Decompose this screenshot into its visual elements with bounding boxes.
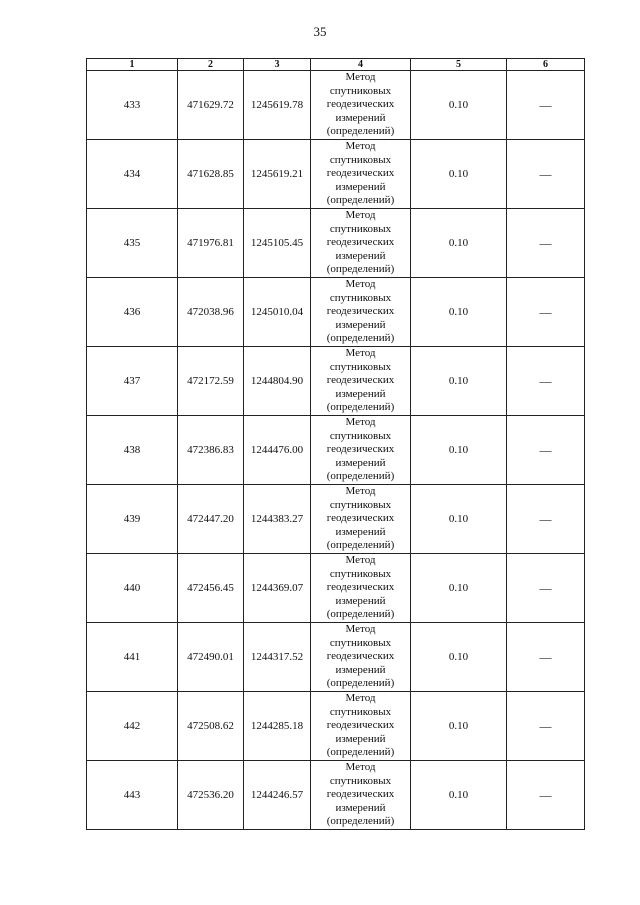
method-text-line: измерений bbox=[335, 801, 386, 814]
point-number-cell: 439 bbox=[87, 485, 178, 554]
point-number-cell: 441 bbox=[87, 623, 178, 692]
accuracy-cell: 0.10 bbox=[411, 347, 507, 416]
accuracy-cell: 0.10 bbox=[411, 554, 507, 623]
method-text-line: геодезических bbox=[326, 305, 395, 318]
x-coordinate-cell: 472490.01 bbox=[178, 623, 244, 692]
method-text-line: Метод bbox=[345, 485, 376, 498]
column-header-2: 2 bbox=[178, 59, 244, 71]
x-coordinate-cell: 471629.72 bbox=[178, 71, 244, 140]
note-cell: — bbox=[507, 692, 585, 761]
method-text-line: геодезических bbox=[326, 788, 395, 801]
point-number-cell: 437 bbox=[87, 347, 178, 416]
method-text-line: спутниковых bbox=[329, 774, 392, 787]
y-coordinate-cell: 1245619.21 bbox=[244, 140, 311, 209]
page-number: 35 bbox=[313, 24, 327, 39]
y-coordinate-cell: 1245105.45 bbox=[244, 209, 311, 278]
method-cell bbox=[311, 692, 411, 761]
note-cell: — bbox=[507, 209, 585, 278]
method-text-line: Метод bbox=[345, 278, 376, 291]
method-text-line: Метод bbox=[345, 554, 376, 567]
method-text-line: измерений bbox=[335, 663, 386, 676]
method-text-line: измерений bbox=[335, 456, 386, 469]
x-coordinate-cell: 472508.62 bbox=[178, 692, 244, 761]
method-text-line: (определений) bbox=[326, 194, 395, 207]
point-number-cell: 442 bbox=[87, 692, 178, 761]
x-coordinate-cell: 472456.45 bbox=[178, 554, 244, 623]
table-row bbox=[87, 554, 585, 623]
method-text-line: геодезических bbox=[326, 167, 395, 180]
method-cell bbox=[311, 623, 411, 692]
point-number-cell: 433 bbox=[87, 71, 178, 140]
method-cell bbox=[311, 71, 411, 140]
method-text-line: измерений bbox=[335, 525, 386, 538]
accuracy-cell: 0.10 bbox=[411, 692, 507, 761]
method-text-line: Метод bbox=[345, 761, 376, 774]
column-header-3: 3 bbox=[244, 59, 311, 71]
method-text-line: спутниковых bbox=[329, 498, 392, 511]
accuracy-cell: 0.10 bbox=[411, 71, 507, 140]
method-text-line: спутниковых bbox=[329, 705, 392, 718]
method-text-line: Метод bbox=[345, 692, 376, 705]
accuracy-cell: 0.10 bbox=[411, 209, 507, 278]
method-text-line: измерений bbox=[335, 111, 386, 124]
method-text-line: измерений bbox=[335, 180, 386, 193]
method-text-line: геодезических bbox=[326, 443, 395, 456]
column-header-6: 6 bbox=[507, 59, 585, 71]
method-text-line: (определений) bbox=[326, 125, 395, 138]
y-coordinate-cell: 1244476.00 bbox=[244, 416, 311, 485]
note-cell: — bbox=[507, 761, 585, 830]
table-row bbox=[87, 416, 585, 485]
point-number-cell: 443 bbox=[87, 761, 178, 830]
note-cell: — bbox=[507, 623, 585, 692]
table-row bbox=[87, 623, 585, 692]
method-text-line: спутниковых bbox=[329, 567, 392, 580]
y-coordinate-cell: 1244285.18 bbox=[244, 692, 311, 761]
point-number-cell: 436 bbox=[87, 278, 178, 347]
accuracy-cell: 0.10 bbox=[411, 278, 507, 347]
y-coordinate-cell: 1244317.52 bbox=[244, 623, 311, 692]
accuracy-cell: 0.10 bbox=[411, 485, 507, 554]
method-cell bbox=[311, 761, 411, 830]
method-cell bbox=[311, 416, 411, 485]
method-cell bbox=[311, 554, 411, 623]
method-cell bbox=[311, 209, 411, 278]
x-coordinate-cell: 471976.81 bbox=[178, 209, 244, 278]
table-row bbox=[87, 71, 585, 140]
table-row bbox=[87, 485, 585, 554]
method-text-line: спутниковых bbox=[329, 429, 392, 442]
method-text-line: измерений bbox=[335, 732, 386, 745]
method-text-line: спутниковых bbox=[329, 84, 392, 97]
method-text-line: Метод bbox=[345, 416, 376, 429]
method-text-line: измерений bbox=[335, 249, 386, 262]
y-coordinate-cell: 1245619.78 bbox=[244, 71, 311, 140]
method-text-line: (определений) bbox=[326, 539, 395, 552]
method-text-line: спутниковых bbox=[329, 291, 392, 304]
x-coordinate-cell: 472172.59 bbox=[178, 347, 244, 416]
x-coordinate-cell: 472386.83 bbox=[178, 416, 244, 485]
method-text-line: (определений) bbox=[326, 677, 395, 690]
coordinates-table bbox=[86, 58, 585, 830]
note-cell: — bbox=[507, 347, 585, 416]
note-cell: — bbox=[507, 554, 585, 623]
method-text-line: спутниковых bbox=[329, 636, 392, 649]
method-text-line: (определений) bbox=[326, 263, 395, 276]
accuracy-cell: 0.10 bbox=[411, 623, 507, 692]
method-text-line: измерений bbox=[335, 318, 386, 331]
note-cell: — bbox=[507, 140, 585, 209]
accuracy-cell: 0.10 bbox=[411, 140, 507, 209]
method-cell bbox=[311, 485, 411, 554]
method-text-line: Метод bbox=[345, 623, 376, 636]
y-coordinate-cell: 1244246.57 bbox=[244, 761, 311, 830]
method-text-line: (определений) bbox=[326, 401, 395, 414]
point-number-cell: 434 bbox=[87, 140, 178, 209]
method-text-line: геодезических bbox=[326, 374, 395, 387]
method-text-line: геодезических bbox=[326, 98, 395, 111]
accuracy-cell: 0.10 bbox=[411, 416, 507, 485]
y-coordinate-cell: 1244804.90 bbox=[244, 347, 311, 416]
note-cell: — bbox=[507, 71, 585, 140]
method-text-line: геодезических bbox=[326, 650, 395, 663]
table-row bbox=[87, 209, 585, 278]
method-text-line: геодезических bbox=[326, 581, 395, 594]
method-text-line: геодезических bbox=[326, 236, 395, 249]
table-row bbox=[87, 692, 585, 761]
point-number-cell: 438 bbox=[87, 416, 178, 485]
method-text-line: Метод bbox=[345, 347, 376, 360]
method-text-line: спутниковых bbox=[329, 153, 392, 166]
method-text-line: измерений bbox=[335, 594, 386, 607]
method-cell bbox=[311, 278, 411, 347]
note-cell: — bbox=[507, 485, 585, 554]
method-text-line: спутниковых bbox=[329, 360, 392, 373]
note-cell: — bbox=[507, 416, 585, 485]
note-cell: — bbox=[507, 278, 585, 347]
accuracy-cell: 0.10 bbox=[411, 761, 507, 830]
method-text-line: (определений) bbox=[326, 332, 395, 345]
method-text-line: (определений) bbox=[326, 815, 395, 828]
method-text-line: Метод bbox=[345, 209, 376, 222]
method-text-line: Метод bbox=[345, 71, 376, 84]
method-text-line: (определений) bbox=[326, 746, 395, 759]
method-text-line: Метод bbox=[345, 140, 376, 153]
point-number-cell: 440 bbox=[87, 554, 178, 623]
table-body bbox=[87, 71, 585, 830]
method-text-line: спутниковых bbox=[329, 222, 392, 235]
method-text-line: (определений) bbox=[326, 470, 395, 483]
column-header-5: 5 bbox=[411, 59, 507, 71]
table-row bbox=[87, 347, 585, 416]
column-header-4: 4 bbox=[311, 59, 411, 71]
x-coordinate-cell: 472038.96 bbox=[178, 278, 244, 347]
y-coordinate-cell: 1245010.04 bbox=[244, 278, 311, 347]
table-row bbox=[87, 278, 585, 347]
x-coordinate-cell: 471628.85 bbox=[178, 140, 244, 209]
column-header-1: 1 bbox=[87, 59, 178, 71]
table-row bbox=[87, 140, 585, 209]
y-coordinate-cell: 1244369.07 bbox=[244, 554, 311, 623]
method-text-line: измерений bbox=[335, 387, 386, 400]
x-coordinate-cell: 472536.20 bbox=[178, 761, 244, 830]
point-number-cell: 435 bbox=[87, 209, 178, 278]
x-coordinate-cell: 472447.20 bbox=[178, 485, 244, 554]
method-cell bbox=[311, 140, 411, 209]
method-text-line: геодезических bbox=[326, 719, 395, 732]
y-coordinate-cell: 1244383.27 bbox=[244, 485, 311, 554]
method-text-line: (определений) bbox=[326, 608, 395, 621]
method-cell bbox=[311, 347, 411, 416]
header-row bbox=[87, 59, 585, 71]
table-row bbox=[87, 761, 585, 830]
method-text-line: геодезических bbox=[326, 512, 395, 525]
